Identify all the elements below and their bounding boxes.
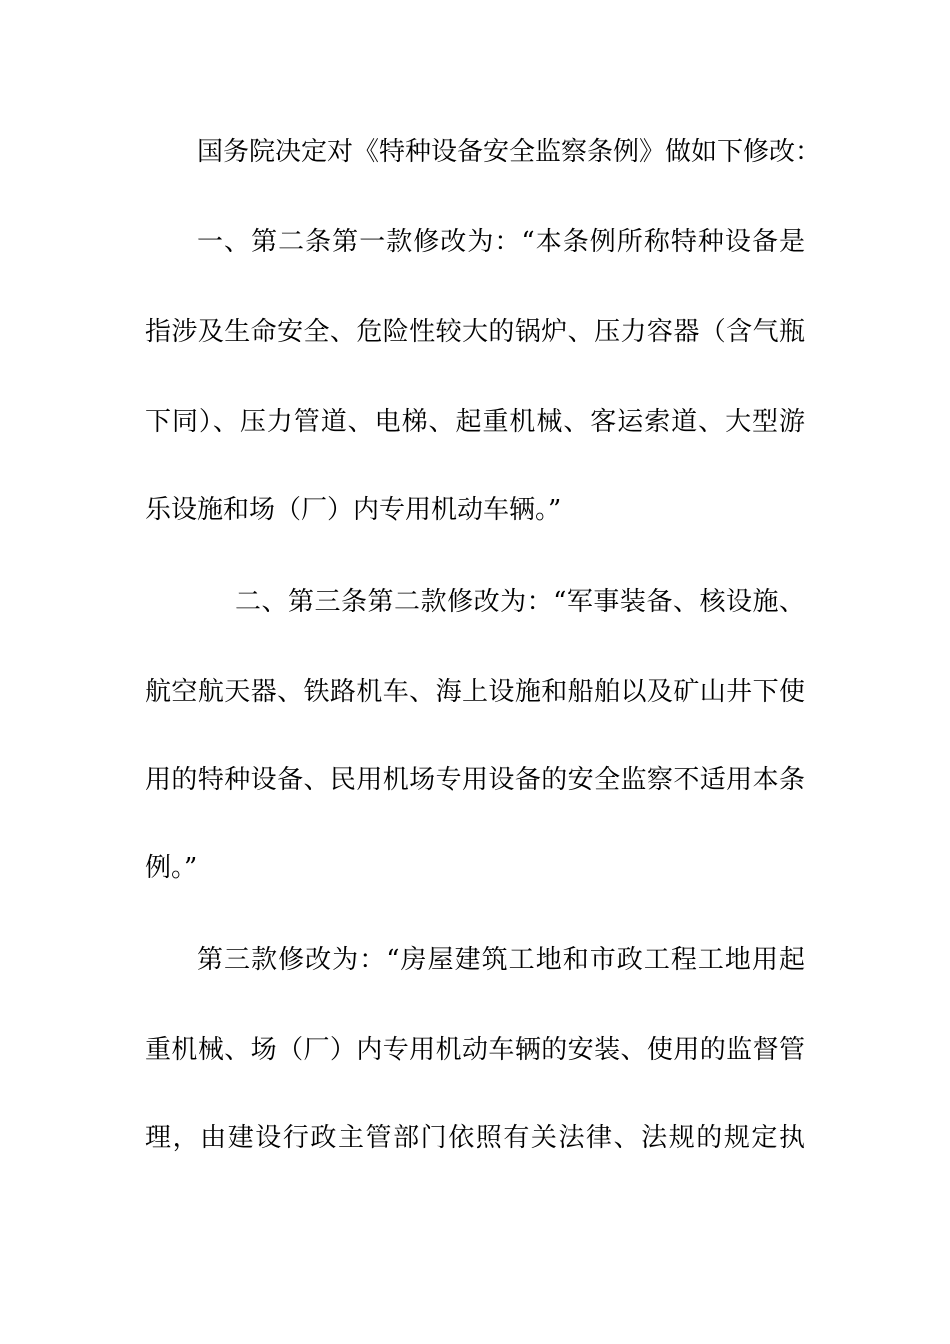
paragraph-item3-line-1: 第三款修改为：“房屋建筑工地和市政工程工地用起 bbox=[197, 945, 805, 975]
paragraph-item2-line-1: 二、第三条第二款修改为：“军事装备、核设施、 bbox=[235, 587, 805, 617]
paragraph-item1-line-2: 指涉及生命安全、危险性较大的锅炉、压力容器（含气瓶 bbox=[145, 317, 805, 347]
paragraph-item1-line-4: 乐设施和场（厂）内专用机动车辆。” bbox=[145, 495, 562, 525]
paragraph-intro-line-1: 国务院决定对《特种设备安全监察条例》做如下修改： bbox=[197, 137, 822, 167]
paragraph-item3-line-2: 重机械、场（厂）内专用机动车辆的安装、使用的监督管 bbox=[145, 1035, 805, 1065]
paragraph-item3-line-3: 理，由建设行政主管部门依照有关法律、法规的规定执 bbox=[145, 1123, 805, 1153]
paragraph-item2-line-4: 例。” bbox=[145, 853, 198, 883]
paragraph-item1-line-1: 一、第二条第一款修改为：“本条例所称特种设备是 bbox=[197, 227, 805, 257]
paragraph-item2-line-3: 用的特种设备、民用机场专用设备的安全监察不适用本条 bbox=[145, 765, 805, 795]
paragraph-item2-line-2: 航空航天器、铁路机车、海上设施和船舶以及矿山井下使 bbox=[145, 677, 805, 707]
paragraph-item1-line-3: 下同）、压力管道、电梯、起重机械、客运索道、大型游 bbox=[145, 407, 805, 437]
